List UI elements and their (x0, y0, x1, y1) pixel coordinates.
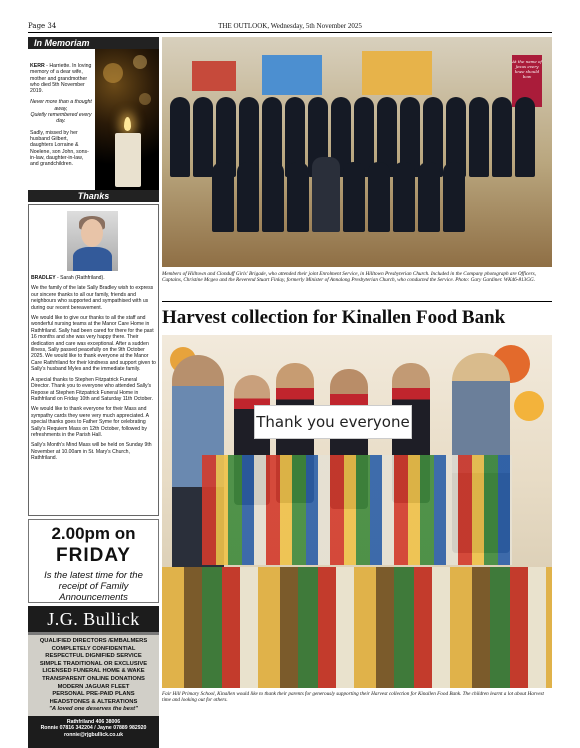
harvest-photo (162, 335, 552, 688)
wall-decoration (514, 391, 544, 421)
bullick-contact (28, 716, 159, 738)
memoriam-text (30, 63, 92, 167)
deadline-notice (28, 519, 159, 603)
memoriam-name: KERR (30, 63, 45, 69)
portrait-face (81, 219, 103, 247)
left-column (28, 37, 159, 748)
memoriam-poem (30, 99, 92, 124)
article-rule (162, 301, 552, 302)
food-boxes (162, 567, 552, 688)
contact-email: ronnie@rjgbullick.co.uk (64, 731, 123, 738)
thanks-paragraph: We would like to give our thanks to all the staff and wonderful nursing teams at the Manor Care Home in Rathfriland. Sally had been cared for there for the past 16 months and she was very happy there. Their dedication and care was exceptional. After a sudden illness, Sally passed peacefully on the 9th October 2025. We would like to thank everyone at the Manor Care Rathfriland for their kindness and support given to Sally's husband Myles and the immediate family. (31, 315, 156, 373)
service-item: QUALIFIED DIRECTORS /EMBALMERS (39, 638, 148, 644)
wall-board (192, 61, 236, 91)
wall-board (362, 51, 432, 95)
candle-wax (115, 133, 141, 187)
bullick-advert (28, 606, 159, 748)
bullick-services (28, 635, 159, 716)
memoriam-notice (28, 49, 159, 190)
thank-you-sign: Thank you everyone (254, 405, 412, 439)
thanks-heading: Thanks (28, 190, 159, 202)
bokeh-light (139, 93, 151, 105)
front-row (212, 157, 544, 236)
article-headline: Harvest collection for Kinallen Food Bank (162, 307, 506, 328)
contact-line: Ronnie 07816 342204 / Jayne 07889 982920 (40, 725, 147, 732)
food-table (202, 455, 512, 565)
thanks-paragraph: Sally's Month's Mind Mass will be held on Sunday 9th November at 10.00am in St. Mary's Church, Rathfriland. (31, 442, 152, 462)
service-item: SIMPLE TRADITIONAL OR EXCLUSIVE (39, 660, 148, 667)
service-item: RESPECTFUL DIGNIFIED SERVICE (45, 653, 142, 660)
thanks-name-rest: - Sarah (Rathfriland). (57, 275, 105, 281)
thanks-text (31, 275, 157, 466)
service-item: COMPLETELY CONFIDENTIAL (51, 645, 136, 652)
memoriam-body: Sadly, missed by her husband Gilbert, daughters Lorraine & Noelene, son John, sons-in-law, daughter-in-law, and grandchildren. (30, 129, 89, 168)
photo-caption: Members of Hilltown and Clonduff Girls' Brigade, who attended their joint Enrolment Service, in Hilltown Presbyterian Church. Included in the Company photograph are Officers, Captains, Christine Mcgeo and the Reverend Stuart Finlay, formerly Minister of Annalong Presbyterian Church, who conducted the Service. Photo: Gary Gardiner. WK46-813GG. (162, 271, 536, 284)
contact-line: Rathfriland 406 38006 (66, 718, 121, 725)
bullick-title: J.G. Bullick (47, 609, 140, 629)
in-memoriam-heading: In Memoriam (28, 37, 159, 49)
bokeh-light (133, 55, 147, 69)
header-rule (28, 32, 552, 33)
wall-board (262, 55, 322, 95)
thanks-paragraph: We would like to thank everyone for their Mass and sympathy cards they were very much appreciated. A special thanks goes to Father Syme for celebrating Sally's Requiem Mass on 12th October, followed by refreshments in the Parish Hall. (31, 406, 149, 438)
masthead: THE OUTLOOK, Wednesday, 5th November 2025 (218, 22, 362, 30)
page-number: Page 34 (28, 22, 57, 30)
service-item: HEADSTONES & ALTERATIONS (49, 698, 138, 705)
thanks-name: BRADLEY (31, 275, 56, 281)
page-header (28, 22, 552, 34)
deadline-time: 2.00pm on (51, 524, 136, 543)
portrait-photo (67, 211, 118, 271)
candle-flame-icon (124, 117, 131, 131)
poem-line-1: Never more than a thought away, (30, 99, 92, 112)
girls-brigade-photo (162, 37, 552, 267)
service-item: PERSONAL PRE-PAID PLANS (52, 691, 135, 698)
poem-line-2: Quietly remembered every day. (30, 112, 92, 125)
church-banner: At the name of Jesus every knee should bow (512, 55, 542, 107)
service-item: TRANSPARENT ONLINE DONATIONS (42, 675, 145, 682)
deadline-day: FRIDAY (56, 545, 131, 566)
thanks-paragraph: A special thanks to Stephen Fitzpatrick Funeral Director. Thank you to everyone who attended Sally's Repose at Stephen Fitzpatrick Funeral Home in Rathfriland on Friday 10th and Saturday 11th October. (31, 376, 153, 402)
thanks-notice (28, 204, 159, 516)
deadline-text: Is the latest time for the receipt of Family Announcements (44, 570, 143, 603)
candle-image (95, 49, 159, 190)
service-item: LICENSED FUNERAL HOME & WAKE (42, 668, 145, 675)
bullick-motto: "A loved one deserves the best" (49, 706, 138, 713)
service-item: MODERN JAGUAR FLEET (57, 683, 130, 690)
portrait-body (73, 247, 112, 271)
memoriam-intro: - Harriette. In loving memory of a dear wife, mother and grandmother who died 5th November 2019. (30, 63, 92, 95)
bokeh-light (103, 63, 123, 83)
harvest-caption: Fair Hill Primary School, Kinallen would like to thank their parents for generously supporting their Harvest collection for Kinallen Food Bank. The children learnt a lot about Harvest time and looking out for others. (162, 691, 544, 704)
thanks-paragraph: We the family of the late Sally Bradley wish to express our sincere thanks to all our family, friends and neighbours who supported and sympathised with us during our recent bereavement. (31, 285, 154, 311)
